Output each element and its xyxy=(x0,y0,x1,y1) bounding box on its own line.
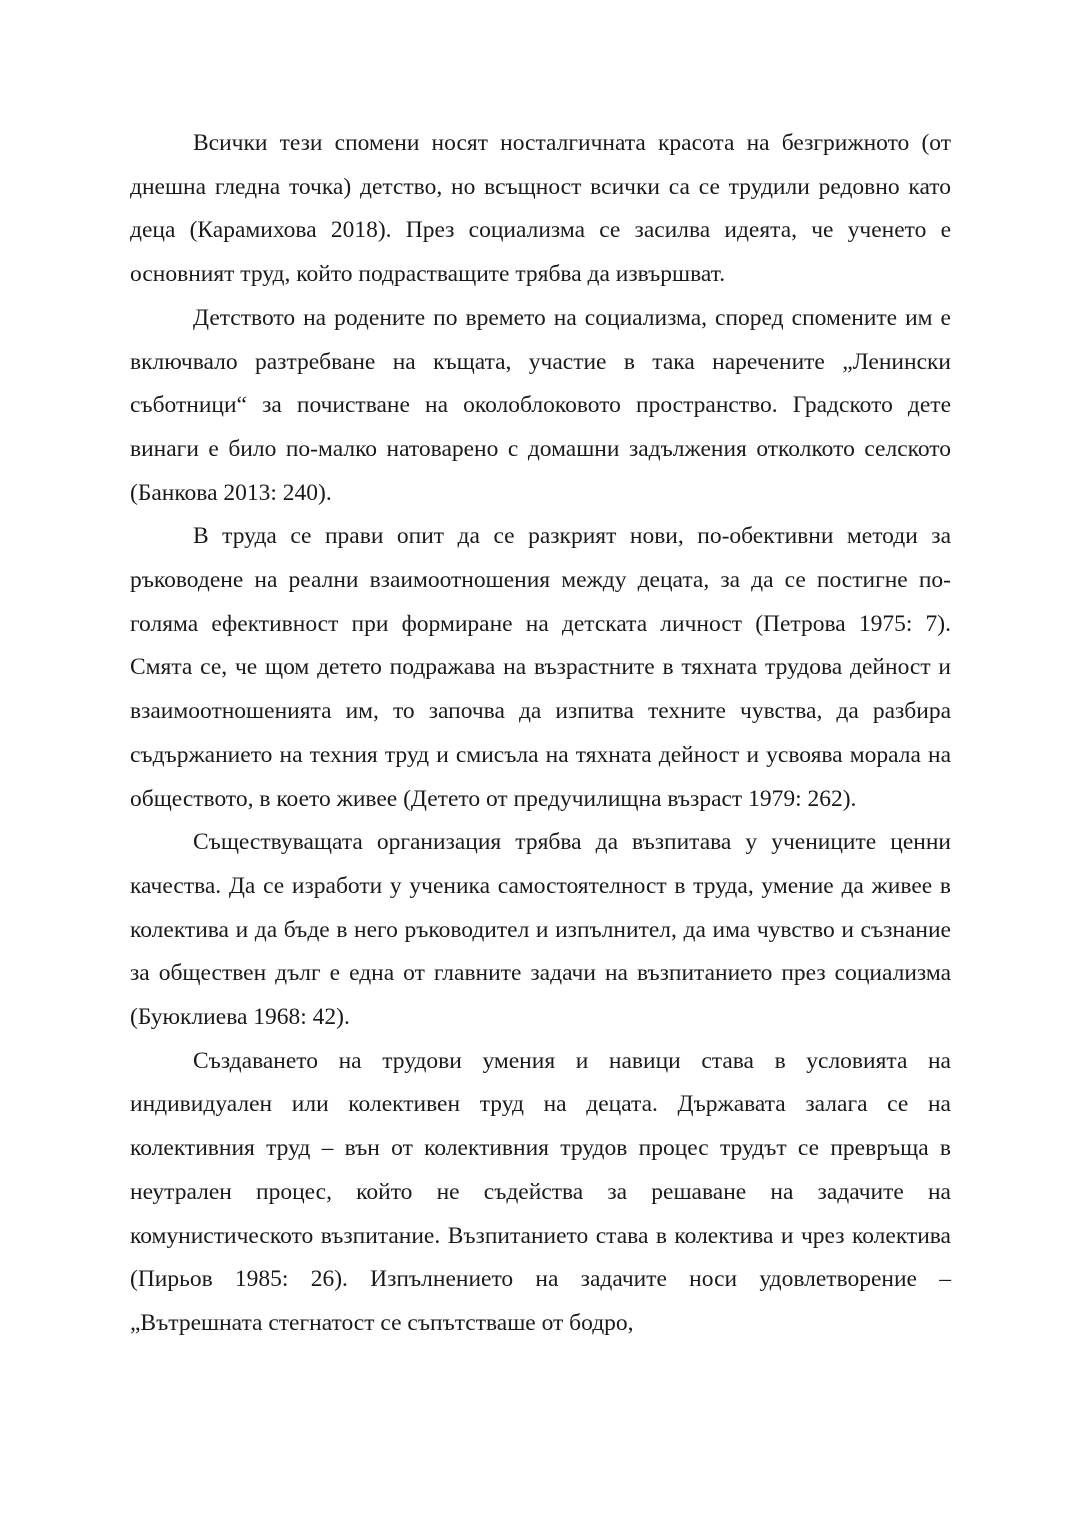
paragraph-5: Създаването на трудови умения и навици става в условията на индивидуален или колективен труд на децата. Държавата залага се на колективния труд – вън от колективния трудов процес трудът се превръща в неутрален процес, който не съдейства за решаване на задачите на комунистическото възпитание. Възпитанието става в колектива и чрез колектива (Пирьов 1985: 26). Изпълнението на задачите носи удовлетворение – „Вътрешната стегнатост се съпътстваше от бодро, xyxy=(130,1047,951,1336)
body-text xyxy=(130,122,951,1346)
paragraph-3: В труда се прави опит да се разкрият нови, по-обективни методи за ръководене на реални взаимоотношения между децата, за да се постигне по-голяма ефективност при формиране на детската личност (Петрова 1975: 7). Смята се, че щом детето подражава на възрастните в тяхната трудова дейност и взаимоотношенията им, то започва да изпитва техните чувства, да разбира съдържанието на техния труд и смисъла на тяхната дейност и усвоява морала на обществото, в което живее (Детето от предучилищна възраст 1979: 262). xyxy=(130,523,951,812)
paragraph-4: Съществуващата организация трябва да възпитава у учениците ценни качества. Да се изработи у ученика самостоятелност в труда, умение да живее в колектива и да бъде в него ръководител и изпълнител, да има чувство и съзнание за обществен дълг е една от главните задачи на възпитанието през социализма (Буюклиева 1968: 42). xyxy=(130,829,951,1031)
paragraph-2: Детството на родените по времето на социализма, според спомените им е включвало разтребване на къщата, участие в така наречените „Ленински съботници“ за почистване на околоблоковото пространство. Градското дете винаги е било по-малко натоварено с домашни задължения отколкото селското (Банкова 2013: 240). xyxy=(130,304,951,506)
paragraph-1: Всички тези спомени носят носталгичната красота на безгрижното (от днешна гледна точка) детство, но всъщност всички са се трудили редовно като деца (Карамихова 2018). През социализма се засилва идеята, че ученето е основният труд, който подрастващите трябва да извършват. xyxy=(130,130,951,288)
